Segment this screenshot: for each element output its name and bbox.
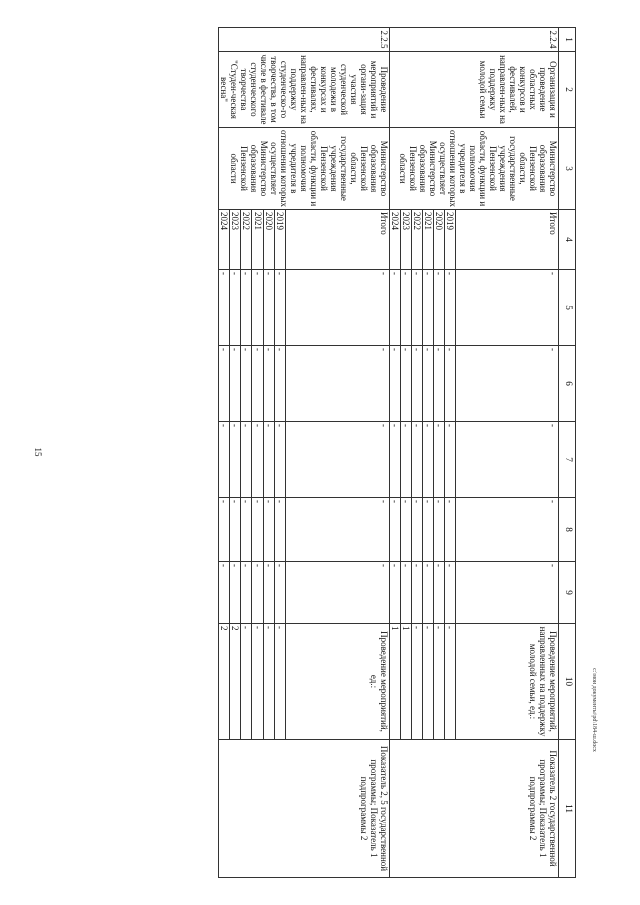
col-header: 5 <box>559 270 576 346</box>
value-cell: - <box>230 498 241 562</box>
value-cell: - <box>456 346 559 422</box>
year-cell: 2023 <box>401 210 412 270</box>
indicator-reference: Показатель 2 государственной программы; Показатель 1 подпрограммы 2 <box>390 740 559 878</box>
value-cell: - <box>456 270 559 346</box>
indicator-reference: Показатель 2, 5 государственной программы; Показатель 1 подпрограммы 2 <box>219 740 390 878</box>
value-cell: - <box>263 498 274 562</box>
value-cell: - <box>274 498 285 562</box>
value-cell: - <box>285 422 389 498</box>
indicator-title: Проведение мероприятий, направленных на поддержку молодой семьи, ед.: <box>456 624 559 740</box>
value-cell: - <box>219 270 230 346</box>
value-cell: - <box>412 270 423 346</box>
value-cell: - <box>434 562 445 624</box>
value-cell: - <box>390 270 401 346</box>
file-path-footer: c:\мои документы\pd\184-ш.docx <box>591 668 597 752</box>
table-body <box>219 28 559 878</box>
measure-number: 2.2.4 <box>390 28 559 52</box>
value-cell: - <box>434 422 445 498</box>
indicator-title: Проведение мероприятий, ед.: <box>285 624 389 740</box>
value-cell: - <box>285 346 389 422</box>
measure-title: Организация и проведение областных конкурсов и фестивалей, направлен-ных на поддержку молодой семьи <box>390 52 559 128</box>
value-cell: - <box>412 562 423 624</box>
indicator-value: - <box>252 624 263 740</box>
value-cell: - <box>274 422 285 498</box>
indicator-value: 2 <box>219 624 230 740</box>
value-cell: - <box>285 270 389 346</box>
value-cell: - <box>390 346 401 422</box>
indicator-value: - <box>434 624 445 740</box>
value-cell: - <box>401 346 412 422</box>
value-cell: - <box>241 270 252 346</box>
value-cell: - <box>401 498 412 562</box>
indicator-value: - <box>241 624 252 740</box>
col-header: 1 <box>559 28 576 52</box>
col-header: 10 <box>559 624 576 740</box>
rotated-page <box>94 27 576 877</box>
col-header: 3 <box>559 128 576 210</box>
indicator-value: - <box>445 624 456 740</box>
col-header: 11 <box>559 740 576 878</box>
measures-table <box>218 27 576 878</box>
measure-number: 2.2.5 <box>219 28 390 52</box>
table-row <box>285 28 389 878</box>
value-cell: - <box>434 498 445 562</box>
value-cell: - <box>274 562 285 624</box>
value-cell: - <box>456 562 559 624</box>
value-cell: - <box>219 422 230 498</box>
col-header: 4 <box>559 210 576 270</box>
value-cell: - <box>241 498 252 562</box>
value-cell: - <box>445 422 456 498</box>
measure-title: Проведение мероприятий и органи-зация участия студенческой молодежи в конкурсах и фестивалях, направлен-ных на поддержку студенческо-го творчества, в том числе в фестивале студенческого творчества "Студен-ческая весна" <box>219 52 390 128</box>
value-cell: - <box>412 422 423 498</box>
year-cell: 2019 <box>445 210 456 270</box>
value-cell: - <box>423 270 434 346</box>
value-cell: - <box>390 498 401 562</box>
value-cell: - <box>423 422 434 498</box>
value-cell: - <box>219 498 230 562</box>
indicator-value: 1 <box>390 624 401 740</box>
value-cell: - <box>445 498 456 562</box>
value-cell: - <box>274 270 285 346</box>
year-cell: 2019 <box>274 210 285 270</box>
year-cell: 2024 <box>390 210 401 270</box>
value-cell: - <box>274 346 285 422</box>
value-cell: - <box>285 562 389 624</box>
value-cell: - <box>263 562 274 624</box>
col-header: 2 <box>559 52 576 128</box>
indicator-value: - <box>274 624 285 740</box>
value-cell: - <box>241 346 252 422</box>
indicator-value: 2 <box>230 624 241 740</box>
value-cell: - <box>434 346 445 422</box>
value-cell: - <box>390 562 401 624</box>
value-cell: - <box>263 422 274 498</box>
year-cell: 2020 <box>263 210 274 270</box>
year-cell: 2022 <box>241 210 252 270</box>
value-cell: - <box>401 422 412 498</box>
indicator-value: - <box>263 624 274 740</box>
value-cell: - <box>252 270 263 346</box>
value-cell: - <box>423 562 434 624</box>
header-row <box>559 28 576 878</box>
indicator-value: - <box>423 624 434 740</box>
value-cell: - <box>263 346 274 422</box>
indicator-value: - <box>412 624 423 740</box>
value-cell: - <box>230 422 241 498</box>
col-header: 7 <box>559 422 576 498</box>
year-cell: 2021 <box>423 210 434 270</box>
year-cell: 2022 <box>412 210 423 270</box>
value-cell: - <box>456 498 559 562</box>
value-cell: - <box>241 422 252 498</box>
col-header: 6 <box>559 346 576 422</box>
value-cell: - <box>445 562 456 624</box>
value-cell: - <box>401 562 412 624</box>
year-cell: Итого <box>456 210 559 270</box>
year-cell: 2021 <box>252 210 263 270</box>
value-cell: - <box>263 270 274 346</box>
value-cell: - <box>434 270 445 346</box>
indicator-value: 1 <box>401 624 412 740</box>
col-header: 9 <box>559 562 576 624</box>
value-cell: - <box>423 498 434 562</box>
value-cell: - <box>445 346 456 422</box>
value-cell: - <box>252 346 263 422</box>
year-cell: 2020 <box>434 210 445 270</box>
measure-executor: Министерство образования Пензенской области, государственные учреждения Пензенской области, функции и полномочия учредителя в отношении которых осуществляет Министерство образования Пензенской области <box>390 128 559 210</box>
value-cell: - <box>230 346 241 422</box>
year-cell: 2024 <box>219 210 230 270</box>
year-cell: 2023 <box>230 210 241 270</box>
value-cell: - <box>219 346 230 422</box>
value-cell: - <box>230 562 241 624</box>
value-cell: - <box>401 270 412 346</box>
value-cell: - <box>230 270 241 346</box>
page-number: 15 <box>33 447 43 457</box>
value-cell: - <box>252 562 263 624</box>
col-header: 8 <box>559 498 576 562</box>
value-cell: - <box>285 498 389 562</box>
value-cell: - <box>423 346 434 422</box>
value-cell: - <box>241 562 252 624</box>
year-cell: Итого <box>285 210 389 270</box>
value-cell: - <box>412 498 423 562</box>
table-row <box>456 28 559 878</box>
value-cell: - <box>456 422 559 498</box>
value-cell: - <box>219 562 230 624</box>
value-cell: - <box>252 498 263 562</box>
value-cell: - <box>445 270 456 346</box>
value-cell: - <box>252 422 263 498</box>
value-cell: - <box>390 422 401 498</box>
value-cell: - <box>412 346 423 422</box>
measure-executor: Министерство образования Пензенской области, государственные учреждения Пензенской области, функции и полномочия учредителя в отношении которых осуществляет Министерство образования Пензенской области <box>219 128 390 210</box>
